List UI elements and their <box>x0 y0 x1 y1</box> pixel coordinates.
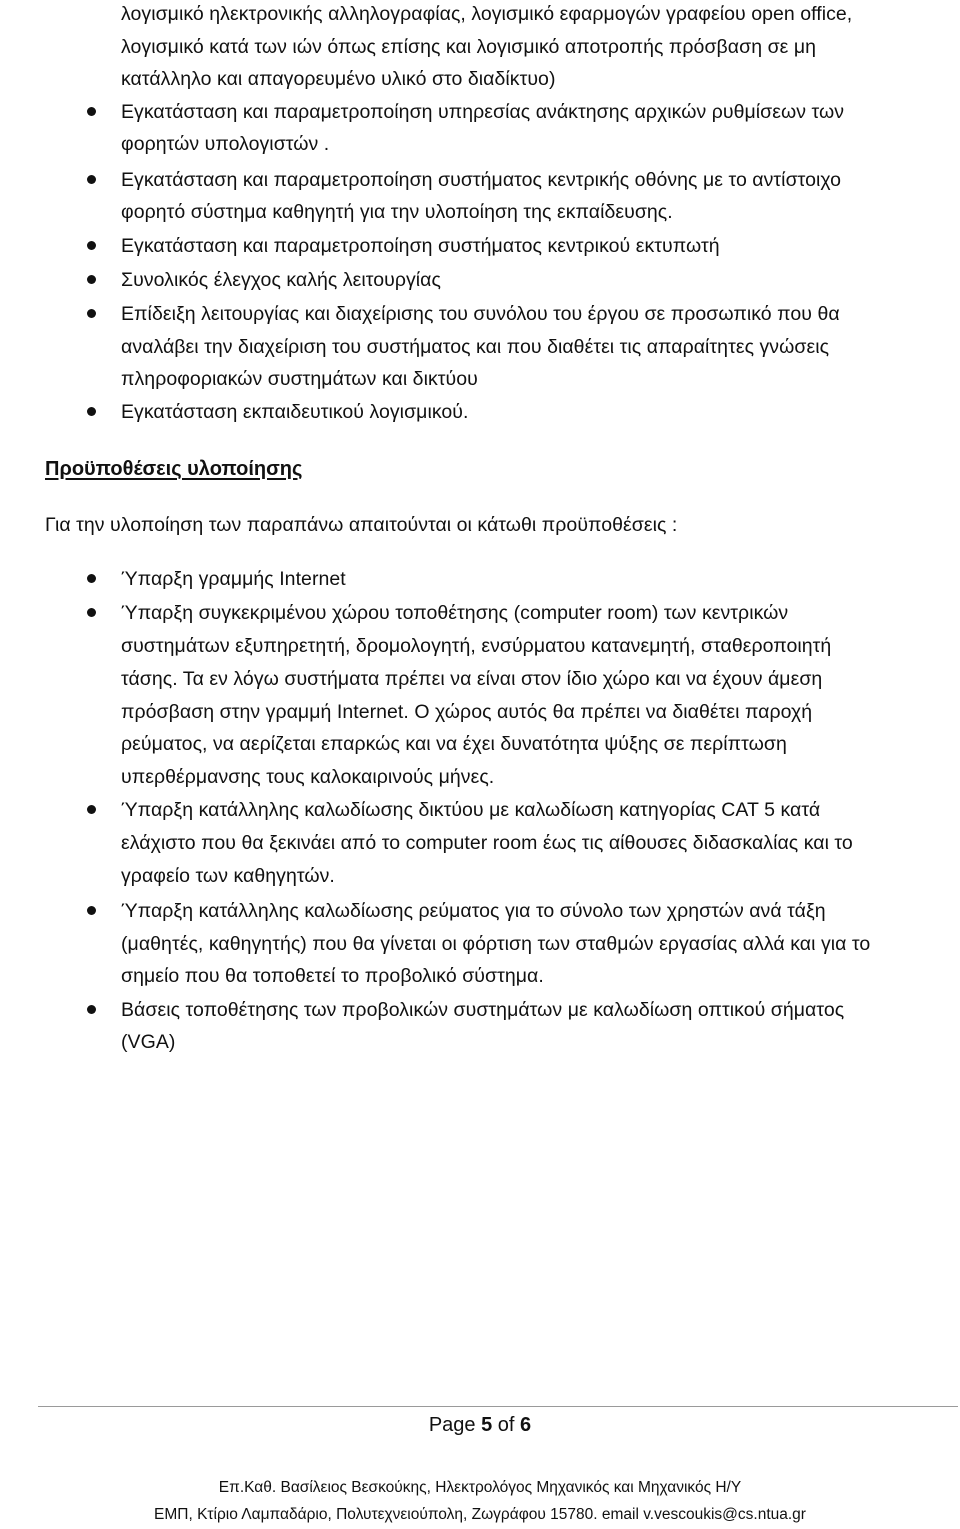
bullet-icon <box>87 175 96 184</box>
list-item-line: φορητό σύστημα καθηγητή για την υλοποίηση της εκπαίδευσης. <box>121 201 673 223</box>
bullet-icon <box>87 407 96 416</box>
list-item-line: Επίδειξη λειτουργίας και διαχείρισης του συνόλου του έργου σε προσωπικό που θα <box>121 303 840 325</box>
page-current: 5 <box>481 1414 493 1436</box>
list-item-line: πληροφοριακών συστημάτων και δικτύου <box>121 368 478 390</box>
section-heading: Προϋποθέσεις υλοποίησης <box>45 458 303 480</box>
intro-paragraph: Για την υλοποίηση των παραπάνω απαιτούνται οι κάτωθι προϋποθέσεις : <box>45 514 678 536</box>
prerequisite-line: σημείο που θα τοποθετεί το προβολικό σύστημα. <box>121 965 544 987</box>
list-continuation-line: λογισμικό κατά των ιών όπως επίσης και λογισμικό αποτροπής πρόσβαση σε μη <box>121 36 817 58</box>
page-label: Page <box>428 1414 476 1436</box>
footer-address: ΕΜΠ, Κτίριο Λαμπαδάριο, Πολυτεχνειούπολη, Ζωγράφου 15780. email v.vescoukis@cs.ntua.gr <box>154 1506 806 1523</box>
bullet-icon <box>87 1005 96 1014</box>
list-item-line: Συνολικός έλεγχος καλής λειτουργίας <box>121 269 441 291</box>
bullet-icon <box>87 309 96 318</box>
prerequisite-line: Ύπαρξη γραμμής Internet <box>121 568 346 590</box>
prerequisite-line: τάσης. Τα εν λόγω συστήματα πρέπει να είναι στον ίδιο χώρο και να έχουν άμεση <box>121 668 823 690</box>
prerequisite-line: Ύπαρξη κατάλληλης καλωδίωσης ρεύματος για το σύνολο των χρηστών ανά τάξη <box>121 900 826 922</box>
prerequisite-line: Ύπαρξη συγκεκριμένου χώρου τοποθέτησης (computer room) των κεντρικών <box>121 602 789 624</box>
prerequisite-line: γραφείο των καθηγητών. <box>121 865 335 887</box>
list-continuation-line: λογισμικό ηλεκτρονικής αλληλογραφίας, λογισμικό εφαρμογών γραφείου open office, <box>121 3 853 25</box>
prerequisite-line: ρεύματος, να αερίζεται επαρκώς και να έχει δυνατότητα ψύξης σε περίπτωση <box>121 733 787 755</box>
bullet-icon <box>87 241 96 250</box>
bullet-icon <box>87 574 96 583</box>
bullet-icon <box>87 805 96 814</box>
list-item-line: Εγκατάσταση και παραμετροποίηση υπηρεσίας ανάκτησης αρχικών ρυθμίσεων των <box>121 101 845 123</box>
list-item-line: φορητών υπολογιστών . <box>121 133 330 155</box>
prerequisite-line: συστημάτων εξυπηρετητή, δρομολογητή, ενσύρματου κατανεμητή, σταθεροποιητή <box>121 635 832 657</box>
prerequisite-line: Ύπαρξη κατάλληλης καλωδίωσης δικτύου με καλωδίωση κατηγορίας CAT 5 κατά <box>121 799 821 821</box>
prerequisite-line: (VGA) <box>121 1031 176 1053</box>
prerequisite-line: υπερθέρμανσης τους καλοκαιρινούς μήνες. <box>121 766 495 788</box>
prerequisite-line: (μαθητές, καθηγητής) που θα γίνεται οι φόρτιση των σταθμών εργασίας αλλά και για το <box>121 933 871 955</box>
footer-divider <box>38 1406 958 1407</box>
list-item-line: Εγκατάσταση εκπαιδευτικού λογισμικού. <box>121 401 469 423</box>
prerequisite-line: πρόσβαση στην γραμμή Internet. Ο χώρος αυτός θα πρέπει να διαθέτει παροχή <box>121 701 813 723</box>
prerequisite-line: Βάσεις τοποθέτησης των προβολικών συστημάτων με καλωδίωση οπτικού σήματος <box>121 999 845 1021</box>
bullet-icon <box>87 608 96 617</box>
list-item-line: Εγκατάσταση και παραμετροποίηση συστήματος κεντρικού εκτυπωτή <box>121 235 720 257</box>
bullet-icon <box>87 906 96 915</box>
list-continuation-line: κατάλληλο και απαγορευμένο υλικό στο διαδίκτυο) <box>121 68 556 90</box>
bullet-icon <box>87 107 96 116</box>
bullet-icon <box>87 275 96 284</box>
list-item-line: αναλάβει την διαχείριση του συστήματος και που διαθέτει τις απαραίτητες γνώσεις <box>121 336 830 358</box>
page-total: 6 <box>520 1414 532 1436</box>
page-number <box>0 1411 960 1439</box>
footer-author: Επ.Καθ. Βασίλειος Βεσκούκης, Ηλεκτρολόγος Μηχανικός και Μηχανικός Η/Υ <box>218 1479 742 1496</box>
list-item-line: Εγκατάσταση και παραμετροποίηση συστήματος κεντρικής οθόνης με το αντίστοιχο <box>121 169 842 191</box>
prerequisite-line: ελάχιστο που θα ξεκινάει από το computer room έως τις αίθουσες διδασκαλίας και το <box>121 832 853 854</box>
page-of: of <box>497 1414 515 1436</box>
